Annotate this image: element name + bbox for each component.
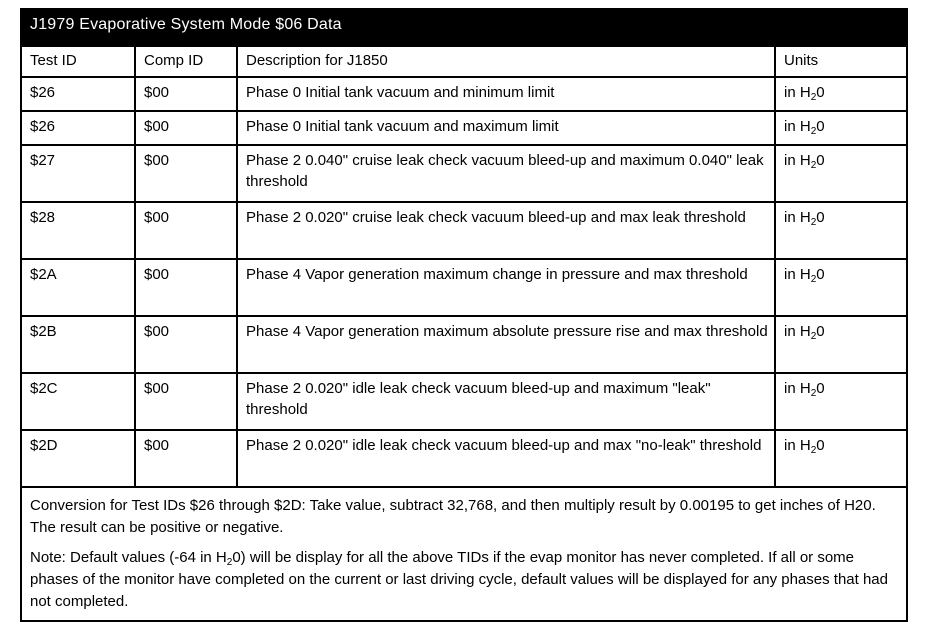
table-row: [22, 316, 906, 373]
header-description: Description for J1850: [237, 47, 775, 77]
cell-comp-id: $00: [135, 77, 237, 111]
cell-units: in $H_20$: [775, 373, 906, 430]
cell-test-id: $28: [22, 202, 135, 259]
cell-comp-id: $00: [135, 373, 237, 430]
cell-units: in $H_20$: [775, 145, 906, 202]
cell-description: Phase 2 0.020" cruise leak check vacuum bleed-up and max leak threshold: [237, 202, 775, 259]
table-row: [22, 111, 906, 145]
cell-test-id: $2A: [22, 259, 135, 316]
data-table-frame: [20, 8, 908, 622]
cell-units: in $H_20$: [775, 77, 906, 111]
cell-comp-id: $00: [135, 316, 237, 373]
cell-test-id: $2B: [22, 316, 135, 373]
cell-units: in $H_20$: [775, 259, 906, 316]
table-row: [22, 145, 906, 202]
cell-units: in $H_20$: [775, 111, 906, 145]
table-header-row: [22, 47, 906, 77]
header-test-id: Test ID: [22, 47, 135, 77]
cell-units: in $H_20$: [775, 202, 906, 259]
cell-description: Phase 0 Initial tank vacuum and minimum limit: [237, 77, 775, 111]
cell-units: in $H_20$: [775, 316, 906, 373]
mode06-table: [22, 47, 906, 488]
table-row: [22, 373, 906, 430]
cell-description: Phase 4 Vapor generation maximum change in pressure and max threshold: [237, 259, 775, 316]
cell-test-id: $2D: [22, 430, 135, 487]
cell-comp-id: $00: [135, 430, 237, 487]
table-title: J1979 Evaporative System Mode $06 Data: [22, 10, 906, 47]
cell-test-id: $26: [22, 111, 135, 145]
header-comp-id: Comp ID: [135, 47, 237, 77]
notes-section: [22, 493, 906, 613]
cell-comp-id: $00: [135, 202, 237, 259]
header-units: Units: [775, 47, 906, 77]
default-values-note: Note: Default values (-64 in $H_20$) will be display for all the above TIDs if the evap monitor has never completed. If all or some phases of the monitor have completed on the current or last driving cycle, default values will be displayed for any phases that had not completed.: [30, 549, 888, 610]
table-row: [22, 202, 906, 259]
cell-description: Phase 0 Initial tank vacuum and maximum limit: [237, 111, 775, 145]
cell-test-id: $26: [22, 77, 135, 111]
conversion-note: Conversion for Test IDs $26 through $2D: Take value, subtract 32,768, and then multiply result by 0.00195 to get inches of H20. The result can be positive or negative.: [30, 497, 876, 536]
cell-units: in $H_20$: [775, 430, 906, 487]
cell-description: Phase 2 0.020" idle leak check vacuum bleed-up and max "no-leak" threshold: [237, 430, 775, 487]
table-row: [22, 259, 906, 316]
cell-description: Phase 2 0.020" idle leak check vacuum bleed-up and maximum "leak" threshold: [237, 373, 775, 430]
cell-test-id: $2C: [22, 373, 135, 430]
table-row: [22, 77, 906, 111]
cell-test-id: $27: [22, 145, 135, 202]
cell-comp-id: $00: [135, 259, 237, 316]
cell-description: Phase 2 0.040" cruise leak check vacuum bleed-up and maximum 0.040" leak threshold: [237, 145, 775, 202]
cell-comp-id: $00: [135, 145, 237, 202]
table-row: [22, 430, 906, 487]
cell-comp-id: $00: [135, 111, 237, 145]
cell-description: Phase 4 Vapor generation maximum absolute pressure rise and max threshold: [237, 316, 775, 373]
